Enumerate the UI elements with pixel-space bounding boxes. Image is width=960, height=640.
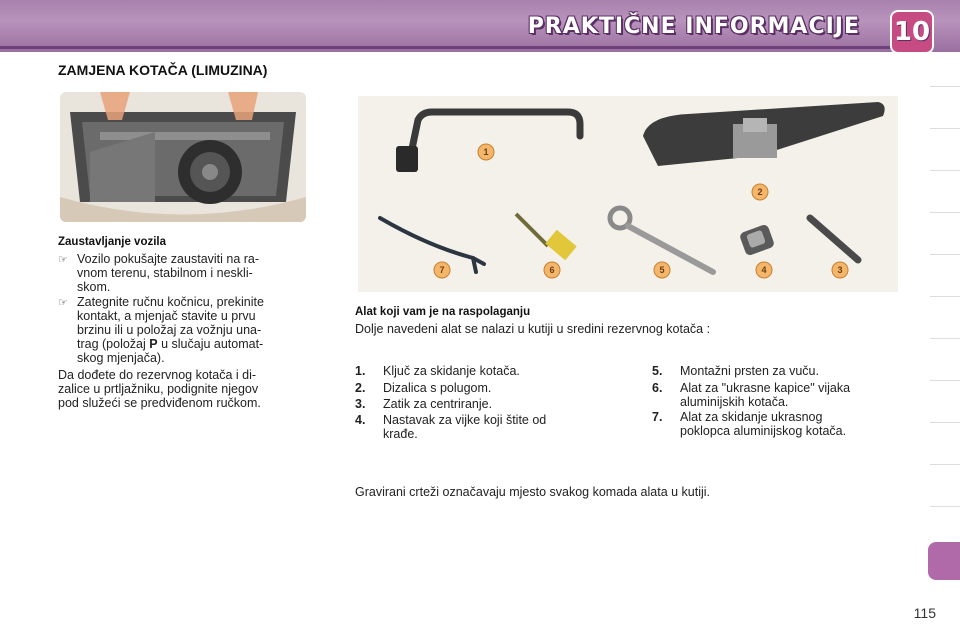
tools-illustration	[358, 96, 898, 292]
trunk-illustration	[60, 92, 306, 222]
active-chapter-tab	[928, 542, 960, 580]
page-number: 115	[913, 605, 936, 621]
cap-tool-drawing	[516, 214, 577, 260]
tab-divider	[930, 254, 960, 255]
tools-subheading: Alat koji vam je na raspolaganju	[355, 306, 531, 318]
tools-intro: Dolje navedeni alat se nalazi u kutiji u sredini rezervnog kotača :	[355, 322, 711, 336]
header-stripe	[0, 46, 900, 49]
tab-divider	[930, 128, 960, 129]
tool-label-7	[434, 262, 450, 278]
bullet-icon: ☞	[58, 254, 68, 266]
chapter-title: PRAKTIČNE INFORMACIJE	[527, 14, 860, 39]
access-para-line-1: Da dođete do rezervnog kotača i di-	[58, 368, 257, 382]
tab-divider	[930, 86, 960, 87]
wheel-wrench-drawing	[396, 112, 580, 172]
tool-item-6: 6. Alat za "ukrasne kapice" vijaka aluminijskih kotača.	[652, 381, 851, 409]
tab-divider	[930, 338, 960, 339]
chapter-number-badge: 10	[890, 10, 934, 54]
access-para-line-3: pod služeći se predviđenom ručkom.	[58, 396, 261, 410]
tool-item-3: 3. Zatik za centriranje.	[355, 397, 493, 411]
tool-label-5	[654, 262, 670, 278]
bullet-1-line-1: Vozilo pokušajte zaustaviti na ra-	[77, 252, 260, 266]
section-title: ZAMJENA KOTAČA (LIMUZINA)	[58, 62, 268, 78]
chapter-tabs	[926, 66, 960, 574]
svg-text:3: 3	[837, 265, 843, 275]
svg-text:1: 1	[483, 147, 489, 157]
bullet-2-line-4: trag (položaj P u slučaju automat-	[77, 337, 264, 351]
svg-text:7: 7	[439, 265, 445, 275]
tab-divider	[930, 422, 960, 423]
jack-drawing	[643, 102, 885, 166]
tool-item-5: 5. Montažni prsten za vuču.	[652, 364, 819, 378]
tool-label-4	[756, 262, 772, 278]
tool-label-2	[752, 184, 768, 200]
access-para-line-2: zalice u prtljažniku, podignite njegov	[58, 382, 259, 396]
tool-item-2: 2. Dizalica s polugom.	[355, 381, 492, 395]
socket-drawing	[739, 224, 775, 257]
tool-label-1	[478, 144, 494, 160]
tool-item-1: 1. Ključ za skidanje kotača.	[355, 364, 520, 378]
bullet-1-line-3: skom.	[77, 280, 111, 294]
tab-divider	[930, 464, 960, 465]
bullet-2-line-2: kontakt, a mjenjač stavite u prvu	[77, 309, 256, 323]
svg-text:5: 5	[659, 265, 665, 275]
stopping-subheading: Zaustavljanje vozila	[58, 236, 167, 248]
tool-label-6	[544, 262, 560, 278]
tab-divider	[930, 296, 960, 297]
bullet-1-line-2: vnom terenu, stabilnom i neskli-	[77, 266, 253, 280]
tool-label-3	[832, 262, 848, 278]
svg-text:2: 2	[757, 187, 763, 197]
bullet-2-line-3: brzinu ili u položaj za vožnju una-	[77, 323, 262, 337]
tab-divider	[930, 212, 960, 213]
hook-tool-drawing	[380, 218, 484, 272]
tool-item-4: 4. Nastavak za vijke koji štite od krađe.	[355, 413, 547, 441]
chapter-header	[0, 0, 960, 52]
tool-item-7: 7. Alat za skidanje ukrasnog poklopca aluminijskog kotača.	[652, 410, 847, 438]
bullet-2-line-1: Zategnite ručnu kočnicu, prekinite	[77, 295, 264, 309]
svg-text:4: 4	[761, 265, 767, 275]
engraving-footnote: Gravirani crteži označavaju mjesto svakog komada alata u kutiji.	[355, 485, 711, 499]
tab-divider	[930, 170, 960, 171]
svg-text:6: 6	[549, 265, 555, 275]
bullet-2-line-5: skog mjenjača).	[77, 351, 165, 365]
bullet-icon: ☞	[58, 297, 68, 309]
tab-divider	[930, 380, 960, 381]
park-position-label: P	[149, 337, 158, 351]
tab-divider	[930, 506, 960, 507]
centering-pin-drawing	[810, 218, 858, 260]
